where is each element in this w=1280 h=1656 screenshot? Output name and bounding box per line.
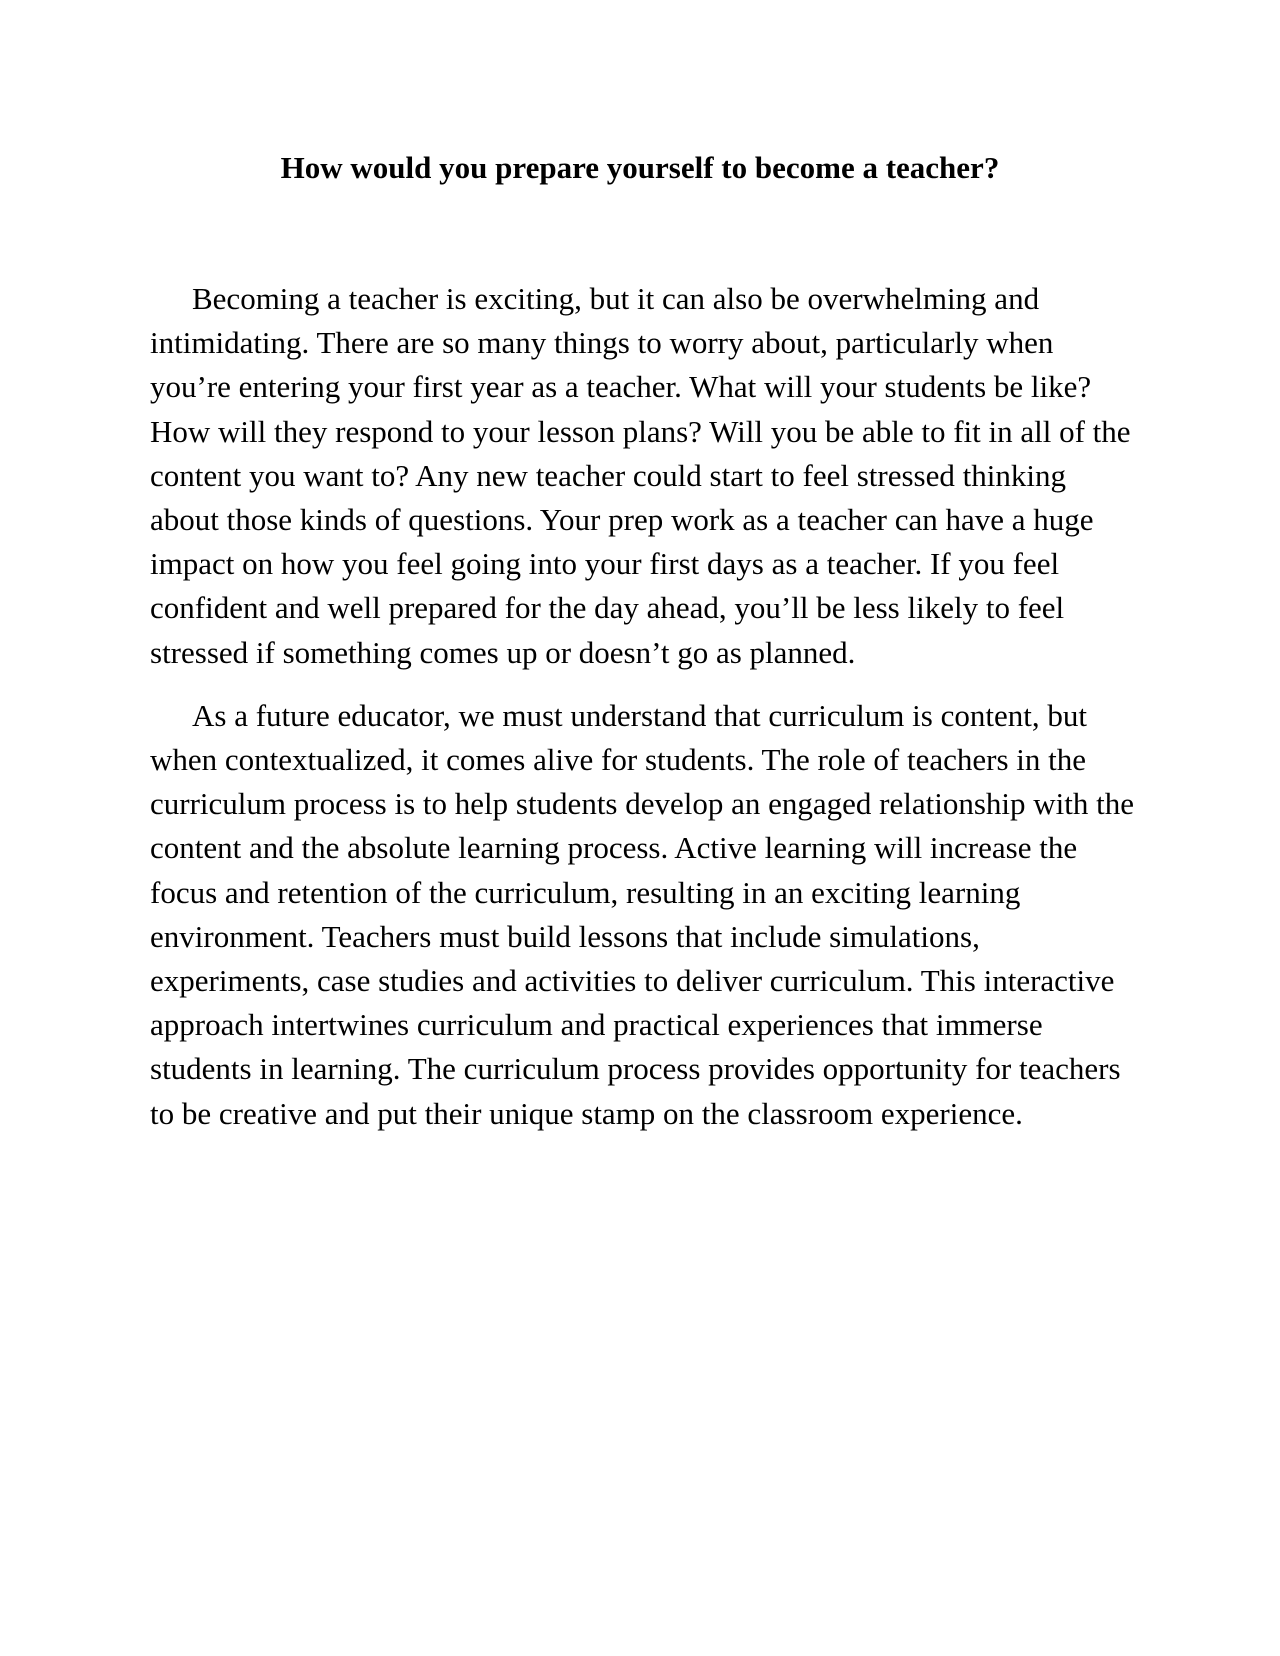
paragraph-2: As a future educator, we must understand that curriculum is content, but when contextualized, it comes alive for students. The role of teachers in the curriculum process is to help students develop an engaged relationship with the content and the absolute learning process. Active learning will increase the focus and retention of the curriculum, resulting in an exciting learning environment. Teachers must build lessons that include simulations, experiments, case studies and activities to deliver curriculum. This interactive approach intertwines curriculum and practical experiences that immerse students in learning. The curriculum process provides opportunity for teachers to be creative and put their unique stamp on the classroom experience. — [150, 697, 1135, 1131]
document-title: How would you prepare yourself to become a teacher? — [280, 150, 1000, 185]
paragraph-1: Becoming a teacher is exciting, but it can also be overwhelming and intimidating. There are so many things to worry about, particularly when you’re entering your first year as a teacher. What will your students be like? How will they respond to your lesson plans? Will you be able to fit in all of the content you want to? Any new teacher could start to feel stressed thinking about those kinds of questions. Your prep work as a teacher can have a huge impact on how you feel going into your first days as a teacher. If you feel confident and well prepared for the day ahead, you’ll be less likely to feel stressed if something comes up or doesn’t go as planned. — [150, 281, 1131, 670]
document-body — [150, 277, 1140, 1136]
